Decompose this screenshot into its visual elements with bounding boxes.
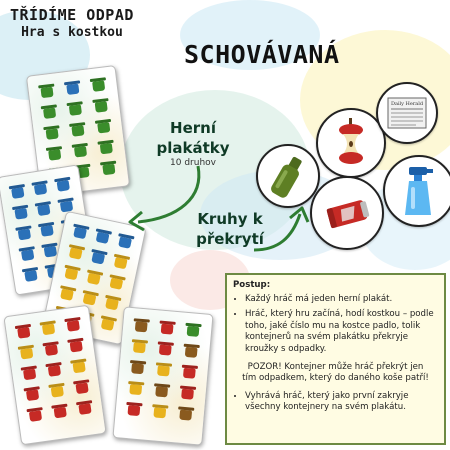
- container-bin-icon: [92, 80, 105, 91]
- arrow-to-circles-icon: [248, 200, 318, 260]
- container-bin-icon: [97, 122, 110, 133]
- container-bin-icon: [183, 368, 196, 379]
- container-bin-icon: [29, 410, 42, 422]
- label-kruhy: Kruhy k překrytí: [196, 210, 264, 248]
- instructions-box: [225, 273, 446, 445]
- container-bin-icon: [37, 204, 50, 216]
- container-bin-icon: [48, 365, 61, 377]
- container-bin-icon: [127, 405, 140, 416]
- container-bin-icon: [66, 84, 79, 95]
- container-bin-icon: [100, 143, 113, 154]
- container-bin-icon: [105, 298, 119, 310]
- label-herni-count: 10 druhov: [170, 158, 216, 168]
- container-bin-icon: [185, 347, 198, 358]
- container-bin-icon: [54, 407, 67, 419]
- container-bin-icon: [73, 227, 87, 239]
- container-bin-icon: [157, 366, 170, 377]
- header: [10, 6, 134, 40]
- container-bin-icon: [133, 342, 146, 353]
- container-bin-icon: [75, 383, 88, 395]
- container-bin-icon: [57, 180, 70, 192]
- newspaper-icon: [376, 82, 438, 144]
- container-bin-icon: [60, 289, 74, 301]
- instruction-item-final: • Vyhrává hráč, který jako první zakryje všechny kontejnery na svém plakátu.: [245, 391, 438, 414]
- container-bin-icon: [34, 184, 47, 196]
- container-bin-icon: [153, 407, 166, 418]
- page-title: SCHOVÁVANÁ: [184, 40, 340, 69]
- poster-bins: [122, 318, 203, 436]
- container-bin-icon: [11, 187, 24, 199]
- instructions-list: [233, 294, 438, 356]
- instructions-list-final: [233, 391, 438, 414]
- container-bin-icon: [18, 327, 31, 339]
- container-bin-icon: [23, 369, 36, 381]
- container-bin-icon: [131, 363, 144, 374]
- container-bin-icon: [64, 268, 78, 280]
- container-bin-icon: [110, 278, 124, 290]
- container-bin-icon: [14, 208, 27, 220]
- container-bin-icon: [135, 321, 148, 332]
- container-bin-icon: [20, 348, 33, 360]
- spray-bottle-icon: [383, 155, 450, 227]
- container-bin-icon: [87, 273, 101, 285]
- container-bin-icon: [114, 257, 128, 269]
- arrow-to-posters-icon: [120, 160, 210, 230]
- container-bin-icon: [60, 201, 73, 213]
- container-bin-icon: [78, 403, 91, 415]
- container-bin-icon: [159, 345, 172, 356]
- container-bin-icon: [129, 384, 142, 395]
- label-herni-text: Herní plakátky: [156, 119, 230, 157]
- container-bin-icon: [26, 389, 39, 401]
- bottle-icon: [256, 144, 320, 208]
- container-bin-icon: [44, 246, 57, 258]
- container-bin-icon: [40, 225, 53, 237]
- container-bin-icon: [72, 362, 85, 374]
- instruction-item: • Hráč, který hru začíná, hodí kostkou – podle toho, jaké číslo mu na kostce padlo, tolik kontejnerů na svém plakátku překryje kroužky s odpadky.: [245, 309, 438, 355]
- container-bin-icon: [69, 104, 82, 115]
- container-bin-icon: [45, 344, 58, 356]
- game-poster-card: [3, 305, 106, 446]
- container-bin-icon: [42, 324, 55, 336]
- game-poster-card: [112, 306, 213, 445]
- container-bin-icon: [187, 326, 200, 337]
- container-bin-icon: [46, 128, 59, 139]
- container-bin-icon: [41, 87, 54, 98]
- container-bin-icon: [17, 229, 30, 241]
- instructions-heading: Postup:: [233, 280, 271, 290]
- container-bin-icon: [48, 149, 61, 160]
- instruction-item: • Každý hráč má jeden herní plakát.: [245, 294, 438, 306]
- can-icon: [310, 176, 384, 250]
- container-bin-icon: [102, 164, 115, 175]
- container-bin-icon: [71, 125, 84, 136]
- container-bin-icon: [51, 386, 64, 398]
- container-bin-icon: [91, 252, 105, 264]
- newspaper-masthead: Daily Herald: [390, 101, 424, 107]
- header-line-1: TŘÍDÍME ODPAD: [10, 6, 134, 24]
- container-bin-icon: [96, 232, 110, 244]
- instruction-warning: POZOR! Kontejner může hráč překrýt jen tím odpadkem, který do daného koše patří!: [242, 361, 429, 384]
- container-bin-icon: [68, 247, 82, 259]
- container-bin-icon: [24, 270, 37, 282]
- container-bin-icon: [69, 341, 82, 353]
- container-bin-icon: [43, 108, 56, 119]
- container-bin-icon: [155, 386, 168, 397]
- container-bin-icon: [181, 389, 194, 400]
- container-bin-icon: [95, 101, 108, 112]
- container-bin-icon: [101, 319, 115, 331]
- container-bin-icon: [74, 146, 87, 157]
- container-bin-icon: [118, 237, 132, 249]
- container-bin-icon: [179, 410, 192, 421]
- header-line-2: Hra s kostkou: [21, 25, 123, 40]
- container-bin-icon: [83, 293, 97, 305]
- container-bin-icon: [161, 324, 174, 335]
- container-bin-icon: [66, 320, 79, 332]
- container-bin-icon: [21, 250, 34, 262]
